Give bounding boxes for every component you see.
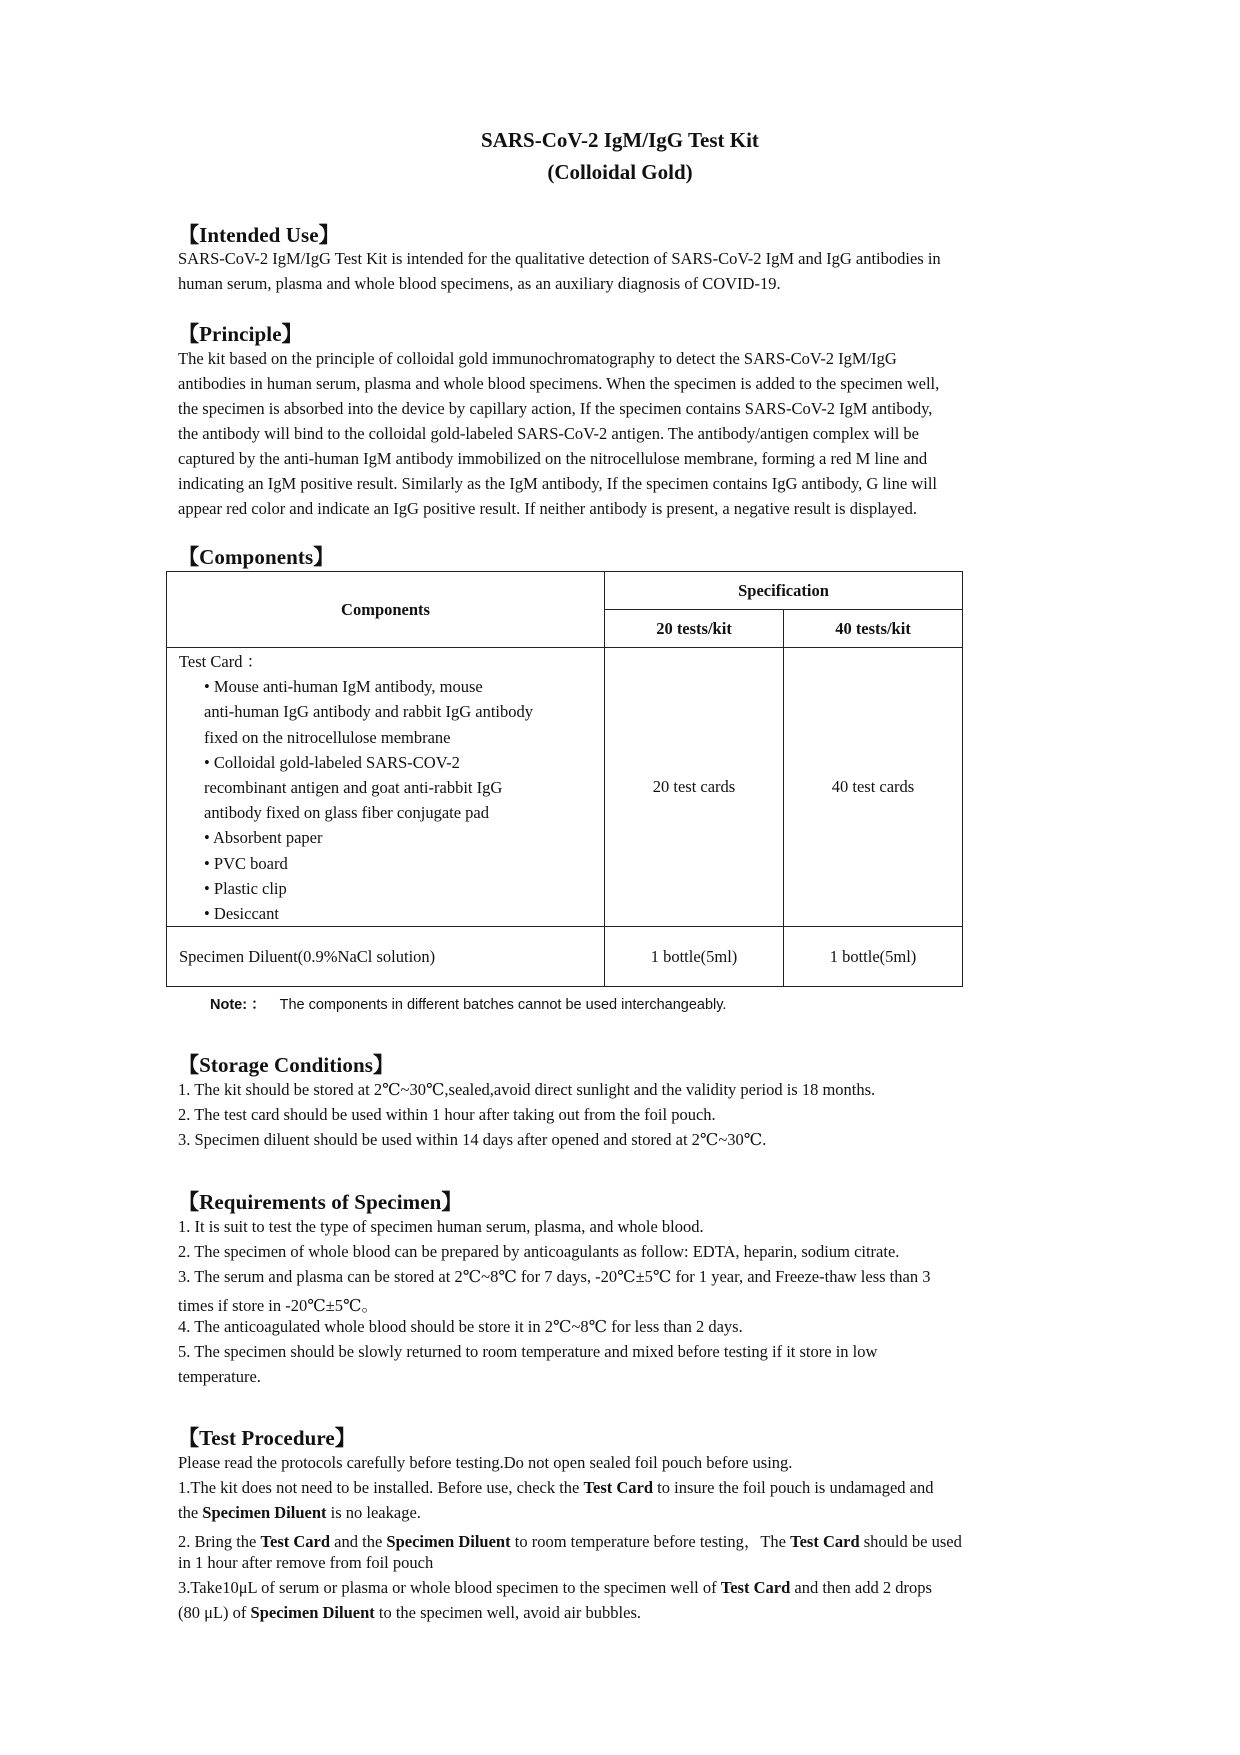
note-text: The components in different batches cannot be used interchangeably. (279, 997, 727, 1013)
diluent-40-value: 1 bottle(5ml) (784, 927, 963, 987)
procedure-emphasis: Test Card (720, 1578, 791, 1597)
principle-line: antibodies in human serum, plasma and whole blood specimens. When the specimen is added to the specimen well, (178, 374, 940, 393)
principle-line: The kit based on the principle of colloidal gold immunochromatography to detect the SARS-CoV-2 IgM/IgG (178, 349, 897, 368)
note-label: Note: ： (210, 997, 266, 1013)
storage-line: 3. Specimen diluent should be used within 14 days after opened and stored at 2℃~30℃. (178, 1130, 767, 1149)
test-card-item: • Mouse anti-human IgM antibody, mouse (204, 677, 483, 697)
test-card-40-value: 40 test cards (784, 648, 963, 927)
procedure-emphasis: Specimen Diluent (250, 1603, 375, 1622)
requirements-line: 2. The specimen of whole blood can be prepared by anticoagulants as follow: EDTA, heparin, sodium citrate. (178, 1242, 900, 1261)
requirements-line: temperature. (178, 1367, 261, 1386)
procedure-text: 2. Bring the (178, 1532, 261, 1551)
test-card-item: fixed on the nitrocellulose membrane (204, 727, 451, 747)
procedure-heading: 【Test Procedure】 (178, 1426, 356, 1450)
procedure-step-1-cont (178, 1503, 421, 1523)
components-note (210, 993, 726, 1014)
procedure-text: (80 μL) of (178, 1603, 251, 1622)
requirements-line: 3. The serum and plasma can be stored at 2℃~8℃ for 7 days, -20℃±5℃ for 1 year, and Freeze-thaw less than 3 (178, 1267, 931, 1286)
test-card-cell (167, 648, 605, 927)
test-card-item: recombinant antigen and goat anti-rabbit IgG (204, 778, 503, 798)
principle-heading: 【Principle】 (178, 322, 303, 346)
table-row (167, 927, 963, 987)
document-subtitle: (Colloidal Gold) (547, 160, 693, 184)
procedure-emphasis: Test Card (583, 1478, 654, 1497)
procedure-emphasis: Test Card (260, 1532, 331, 1551)
procedure-text: to the specimen well, avoid air bubbles. (374, 1603, 641, 1622)
principle-line: the antibody will bind to the colloidal gold-labeled SARS-CoV-2 antigen. The antibody/antigen complex will be (178, 424, 920, 443)
diluent-20-value: 1 bottle(5ml) (605, 927, 784, 987)
procedure-step-3-cont (178, 1603, 641, 1623)
principle-line: indicating an IgM positive result. Similarly as the IgM antibody, If the specimen contains IgG antibody, G line will (178, 474, 938, 493)
test-card-item: anti-human IgG antibody and rabbit IgG antibody (204, 702, 534, 722)
test-card-item: • Colloidal gold-labeled SARS-COV-2 (204, 752, 460, 772)
diluent-cell: Specimen Diluent(0.9%NaCl solution) (167, 927, 605, 987)
storage-line: 2. The test card should be used within 1 hour after taking out from the foil pouch. (178, 1105, 716, 1124)
procedure-text: to insure the foil pouch is undamaged and (653, 1478, 934, 1497)
procedure-text: and the (330, 1532, 387, 1551)
procedure-intro: Please read the protocols carefully before testing.Do not open sealed foil pouch before using. (178, 1453, 793, 1472)
procedure-text: and then add 2 drops (790, 1578, 932, 1597)
components-table (166, 571, 963, 987)
requirements-line: 5. The specimen should be slowly returned to room temperature and mixed before testing if it store in low (178, 1342, 878, 1361)
storage-line: 1. The kit should be stored at 2℃~30℃,sealed,avoid direct sunlight and the validity period is 18 months. (178, 1080, 876, 1099)
procedure-text: to room temperature before testing，The (510, 1532, 791, 1551)
requirements-line: 1. It is suit to test the type of specimen human serum, plasma, and whole blood. (178, 1217, 704, 1236)
procedure-step-3 (178, 1578, 932, 1598)
procedure-text: the (178, 1503, 203, 1522)
test-card-20-value: 20 test cards (605, 648, 784, 927)
requirements-line: times if store in -20℃±5℃。 (178, 1296, 378, 1315)
principle-line: the specimen is absorbed into the device by capillary action, If the specimen contains SARS-CoV-2 IgM antibody, (178, 399, 933, 418)
requirements-line: 4. The anticoagulated whole blood should be store it in 2℃~8℃ for less than 2 days. (178, 1317, 743, 1336)
procedure-emphasis: Test Card (790, 1532, 860, 1551)
col-header-20-tests: 20 tests/kit (605, 610, 784, 648)
procedure-text: 1.The kit does not need to be installed. Before use, check the (178, 1478, 584, 1497)
intended-use-line: human serum, plasma and whole blood specimens, as an auxiliary diagnosis of COVID-19. (178, 274, 781, 293)
procedure-step-1 (178, 1478, 933, 1498)
principle-line: appear red color and indicate an IgG positive result. If neither antibody is present, a negative result is displayed. (178, 499, 918, 518)
storage-heading: 【Storage Conditions】 (178, 1053, 395, 1077)
requirements-heading: 【Requirements of Specimen】 (178, 1190, 463, 1214)
components-heading: 【Components】 (178, 545, 335, 569)
col-header-specification: Specification (605, 572, 963, 610)
test-card-item: antibody fixed on glass fiber conjugate pad (204, 803, 490, 823)
procedure-text: is no leakage. (326, 1503, 421, 1522)
procedure-step-2-cont: in 1 hour after remove from foil pouch (178, 1553, 434, 1572)
test-card-item: • Desiccant (204, 904, 279, 924)
procedure-text: 3.Take10μL of serum or plasma or whole blood specimen to the specimen well of (178, 1578, 721, 1597)
test-card-item: • Plastic clip (204, 878, 287, 898)
test-card-item: • Absorbent paper (204, 828, 323, 848)
principle-line: captured by the anti-human IgM antibody immobilized on the nitrocellulose membrane, forming a red M line and (178, 449, 928, 468)
table-row (167, 648, 963, 927)
col-header-components: Components (167, 572, 605, 648)
test-card-item: • PVC board (204, 853, 288, 873)
document-title: SARS-CoV-2 IgM/IgG Test Kit (481, 128, 759, 152)
procedure-emphasis: Specimen Diluent (202, 1503, 327, 1522)
col-header-40-tests: 40 tests/kit (784, 610, 963, 648)
procedure-emphasis: Specimen Diluent (386, 1532, 511, 1551)
test-card-title: Test Card ： (179, 652, 264, 671)
procedure-step-2 (178, 1528, 962, 1552)
procedure-text: should be used (859, 1532, 962, 1551)
intended-use-line: SARS-CoV-2 IgM/IgG Test Kit is intended for the qualitative detection of SARS-CoV-2 IgM and IgG antibodies in (178, 249, 941, 268)
intended-use-heading: 【Intended Use】 (178, 223, 340, 247)
